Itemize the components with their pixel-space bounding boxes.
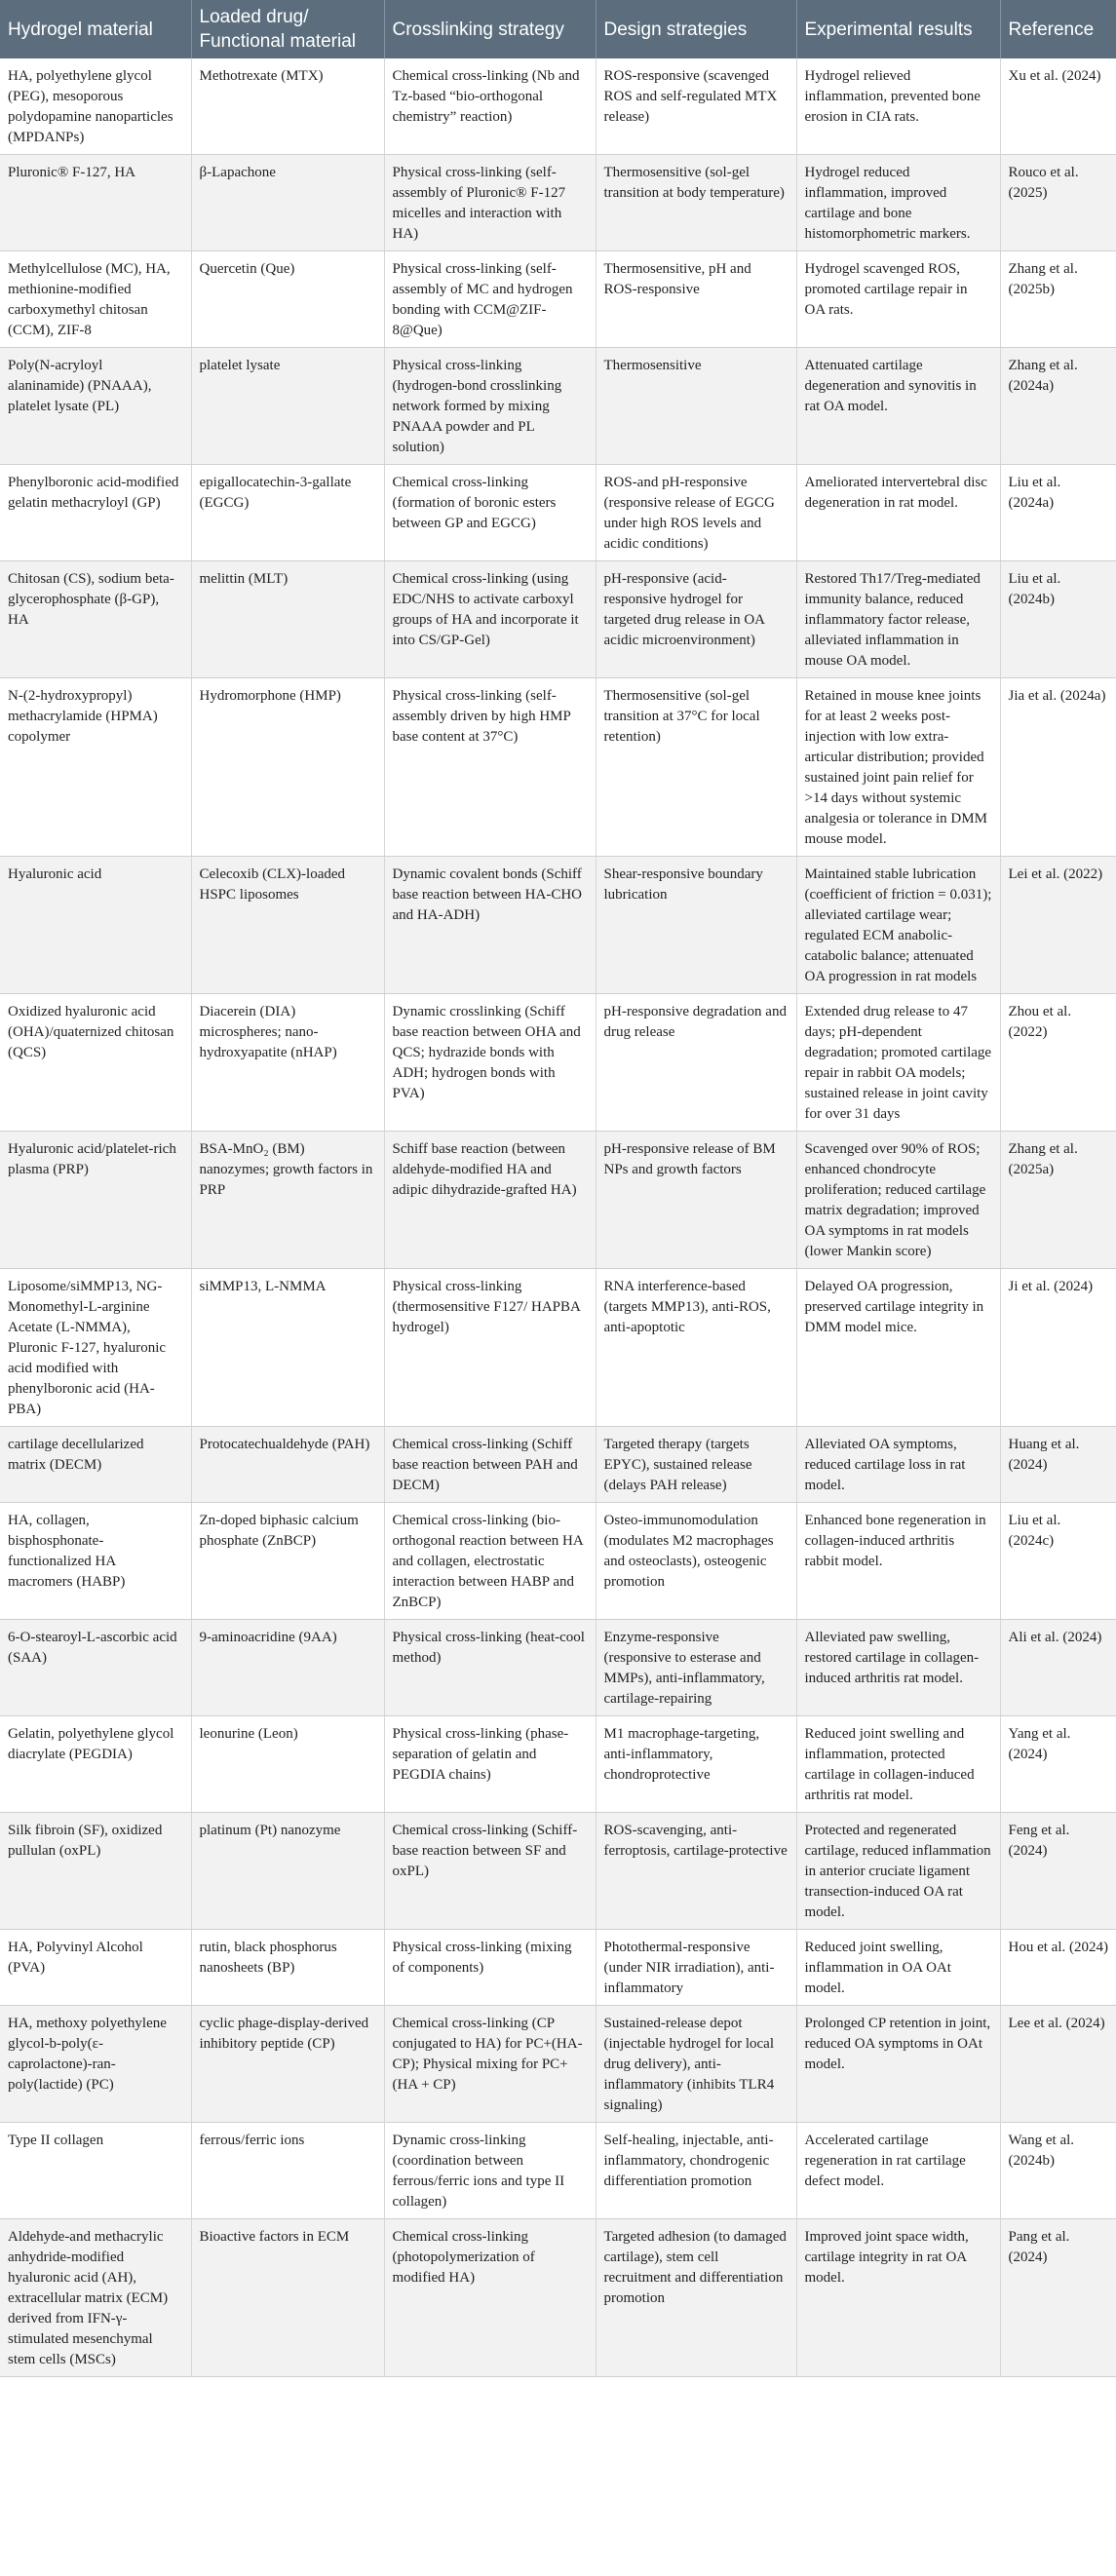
table-row xyxy=(0,1620,1116,1716)
cell-hydrogel-material: Hyaluronic acid/platelet-rich plasma (PRP) xyxy=(0,1132,191,1269)
cell-design-strategies: pH-responsive degradation and drug release xyxy=(596,994,796,1132)
cell-crosslinking-strategy: Physical cross-linking (phase-separation of gelatin and PEGDIA chains) xyxy=(384,1716,596,1813)
cell-design-strategies: Osteo-immunomodulation (modulates M2 macrophages and osteoclasts), osteogenic promotion xyxy=(596,1503,796,1620)
cell-reference: Wang et al. (2024b) xyxy=(1000,2123,1116,2219)
cell-reference: Liu et al. (2024b) xyxy=(1000,561,1116,678)
cell-crosslinking-strategy: Chemical cross-linking (using EDC/NHS to activate carboxyl groups of HA and incorporate it into CS/GP-Gel) xyxy=(384,561,596,678)
table-row xyxy=(0,561,1116,678)
cell-hydrogel-material: Oxidized hyaluronic acid (OHA)/quaternized chitosan (QCS) xyxy=(0,994,191,1132)
cell-design-strategies: Enzyme-responsive (responsive to esterase and MMPs), anti-inflammatory, cartilage-repairing xyxy=(596,1620,796,1716)
cell-loaded-drug: Celecoxib (CLX)-loaded HSPC liposomes xyxy=(191,857,384,994)
cell-reference: Zhang et al. (2024a) xyxy=(1000,348,1116,465)
cell-reference: Ali et al. (2024) xyxy=(1000,1620,1116,1716)
table-row xyxy=(0,155,1116,251)
cell-reference: Hou et al. (2024) xyxy=(1000,1930,1116,2006)
cell-reference: Ji et al. (2024) xyxy=(1000,1269,1116,1427)
cell-loaded-drug: Bioactive factors in ECM xyxy=(191,2219,384,2377)
cell-hydrogel-material: Type II collagen xyxy=(0,2123,191,2219)
cell-crosslinking-strategy: Physical cross-linking (self-assembly of MC and hydrogen bonding with CCM@ZIF-8@Que) xyxy=(384,251,596,348)
cell-design-strategies: Targeted adhesion (to damaged cartilage), stem cell recruitment and differentiation promotion xyxy=(596,2219,796,2377)
cell-loaded-drug: epigallocatechin-3-gallate (EGCG) xyxy=(191,465,384,561)
cell-design-strategies: ROS-scavenging, anti-ferroptosis, cartilage-protective xyxy=(596,1813,796,1930)
header-reference: Reference xyxy=(1008,19,1095,40)
table-row xyxy=(0,1269,1116,1427)
cell-design-strategies: RNA interference-based (targets MMP13), anti-ROS, anti-apoptotic xyxy=(596,1269,796,1427)
cell-hydrogel-material: N-(2-hydroxypropyl) methacrylamide (HPMA) copolymer xyxy=(0,678,191,857)
table-row xyxy=(0,348,1116,465)
cell-loaded-drug: BSA-MnO₂ (BM) nanozymes; growth factors in PRP xyxy=(191,1132,384,1269)
cell-crosslinking-strategy: Chemical cross-linking (Nb and Tz-based “bio-orthogonal chemistry” reaction) xyxy=(384,58,596,155)
cell-design-strategies: Shear-responsive boundary lubrication xyxy=(596,857,796,994)
table-header-row xyxy=(0,0,1116,58)
cell-loaded-drug: β-Lapachone xyxy=(191,155,384,251)
cell-design-strategies: Thermosensitive xyxy=(596,348,796,465)
cell-loaded-drug: rutin, black phosphorus nanosheets (BP) xyxy=(191,1930,384,2006)
cell-design-strategies: Thermosensitive (sol-gel transition at body temperature) xyxy=(596,155,796,251)
cell-hydrogel-material: Liposome/siMMP13, NG-Monomethyl-L-arginine Acetate (L-NMMA), Pluronic F-127, hyaluronic acid modified with phenylboronic acid (HA-PBA) xyxy=(0,1269,191,1427)
cell-design-strategies: Thermosensitive, pH and ROS-responsive xyxy=(596,251,796,348)
table-row xyxy=(0,58,1116,155)
cell-loaded-drug: leonurine (Leon) xyxy=(191,1716,384,1813)
cell-crosslinking-strategy: Dynamic crosslinking (Schiff base reaction between OHA and QCS; hydrazide bonds with ADH; hydrogen bonds with PVA) xyxy=(384,994,596,1132)
cell-loaded-drug: ferrous/ferric ions xyxy=(191,2123,384,2219)
table-row xyxy=(0,2123,1116,2219)
cell-reference: Feng et al. (2024) xyxy=(1000,1813,1116,1930)
cell-crosslinking-strategy: Physical cross-linking (self-assembly driven by high HMP base content at 37°C) xyxy=(384,678,596,857)
cell-design-strategies: Thermosensitive (sol-gel transition at 37°C for local retention) xyxy=(596,678,796,857)
table-row xyxy=(0,994,1116,1132)
cell-crosslinking-strategy: Physical cross-linking (heat-cool method) xyxy=(384,1620,596,1716)
cell-experimental-results: Prolonged CP retention in joint, reduced OA symptoms in OAt model. xyxy=(796,2006,1000,2123)
table-row xyxy=(0,465,1116,561)
cell-design-strategies: Targeted therapy (targets EPYC), sustained release (delays PAH release) xyxy=(596,1427,796,1503)
cell-crosslinking-strategy: Chemical cross-linking (CP conjugated to HA) for PC+(HA-CP); Physical mixing for PC+(HA + CP) xyxy=(384,2006,596,2123)
cell-experimental-results: Restored Th17/Treg-mediated immunity balance, reduced inflammatory factor release, alleviated inflammation in mouse OA model. xyxy=(796,561,1000,678)
header-loaded-drug: Loaded drug/ Functional material xyxy=(191,0,384,58)
cell-hydrogel-material: Silk fibroin (SF), oxidized pullulan (oxPL) xyxy=(0,1813,191,1930)
cell-hydrogel-material: Chitosan (CS), sodium beta-glycerophosphate (β-GP), HA xyxy=(0,561,191,678)
cell-loaded-drug: Quercetin (Que) xyxy=(191,251,384,348)
cell-experimental-results: Hydrogel relieved inflammation, prevented bone erosion in CIA rats. xyxy=(796,58,1000,155)
cell-experimental-results: Delayed OA progression, preserved cartilage integrity in DMM model mice. xyxy=(796,1269,1000,1427)
cell-design-strategies: ROS-and pH-responsive (responsive release of EGCG under high ROS levels and acidic conditions) xyxy=(596,465,796,561)
cell-experimental-results: Enhanced bone regeneration in collagen-induced arthritis rabbit model. xyxy=(796,1503,1000,1620)
cell-reference: Xu et al. (2024) xyxy=(1000,58,1116,155)
cell-design-strategies: Self-healing, injectable, anti-inflammatory, chondrogenic differentiation promotion xyxy=(596,2123,796,2219)
cell-loaded-drug: 9-aminoacridine (9AA) xyxy=(191,1620,384,1716)
cell-experimental-results: Hydrogel reduced inflammation, improved cartilage and bone histomorphometric markers. xyxy=(796,155,1000,251)
cell-crosslinking-strategy: Physical cross-linking (thermosensitive F127/ HAPBA hydrogel) xyxy=(384,1269,596,1427)
cell-hydrogel-material: 6-O-stearoyl-L-ascorbic acid (SAA) xyxy=(0,1620,191,1716)
table-row xyxy=(0,2219,1116,2377)
cell-design-strategies: pH-responsive release of BM NPs and growth factors xyxy=(596,1132,796,1269)
header-experimental-results: Experimental results xyxy=(796,0,1000,58)
cell-experimental-results: Ameliorated intervertebral disc degeneration in rat model. xyxy=(796,465,1000,561)
cell-reference: Liu et al. (2024c) xyxy=(1000,1503,1116,1620)
cell-hydrogel-material: Poly(N-acryloyl alaninamide) (PNAAA), platelet lysate (PL) xyxy=(0,348,191,465)
cell-loaded-drug: Hydromorphone (HMP) xyxy=(191,678,384,857)
cell-experimental-results: Hydrogel scavenged ROS, promoted cartilage repair in OA rats. xyxy=(796,251,1000,348)
cell-crosslinking-strategy: Physical cross-linking (self-assembly of Pluronic® F-127 micelles and interaction with HA) xyxy=(384,155,596,251)
cell-design-strategies: ROS-responsive (scavenged ROS and self-regulated MTX release) xyxy=(596,58,796,155)
table-row xyxy=(0,1813,1116,1930)
cell-experimental-results: Improved joint space width, cartilage integrity in rat OA model. xyxy=(796,2219,1000,2377)
table-row xyxy=(0,2006,1116,2123)
table-row xyxy=(0,1716,1116,1813)
cell-experimental-results: Maintained stable lubrication (coefficient of friction = 0.031); alleviated cartilage wear; regulated ECM anabolic-catabolic balance; attenuated OA progression in rat models xyxy=(796,857,1000,994)
cell-hydrogel-material: Hyaluronic acid xyxy=(0,857,191,994)
cell-loaded-drug: platelet lysate xyxy=(191,348,384,465)
table-row xyxy=(0,1930,1116,2006)
cell-crosslinking-strategy: Schiff base reaction (between aldehyde-modified HA and adipic dihydrazide-grafted HA) xyxy=(384,1132,596,1269)
header-hydrogel-material: Hydrogel material xyxy=(0,0,191,58)
table-row xyxy=(0,1132,1116,1269)
table-row xyxy=(0,251,1116,348)
cell-experimental-results: Accelerated cartilage regeneration in rat cartilage defect model. xyxy=(796,2123,1000,2219)
cell-experimental-results: Scavenged over 90% of ROS; enhanced chondrocyte proliferation; reduced cartilage matrix degradation; improved OA symptoms in rat models (lower Mankin score) xyxy=(796,1132,1000,1269)
table-row xyxy=(0,1427,1116,1503)
cell-experimental-results: Retained in mouse knee joints for at least 2 weeks post-injection with low extra-articular distribution; provided sustained joint pain relief for >14 days without systemic analgesia or tolerance in DMM mouse model. xyxy=(796,678,1000,857)
cell-experimental-results: Protected and regenerated cartilage, reduced inflammation in anterior cruciate ligament transection-induced OA rat model. xyxy=(796,1813,1000,1930)
cell-crosslinking-strategy: Chemical cross-linking (bio-orthogonal reaction between HA and collagen, electrostatic interaction between HABP and ZnBCP) xyxy=(384,1503,596,1620)
cell-experimental-results: Alleviated paw swelling, restored cartilage in collagen-induced arthritis rat model. xyxy=(796,1620,1000,1716)
cell-design-strategies: pH-responsive (acid-responsive hydrogel for targeted drug release in OA acidic microenvironment) xyxy=(596,561,796,678)
cell-experimental-results: Extended drug release to 47 days; pH-dependent degradation; promoted cartilage repair in rabbit OA models; sustained release in joint cavity for over 31 days xyxy=(796,994,1000,1132)
cell-loaded-drug: siMMP13, L-NMMA xyxy=(191,1269,384,1427)
cell-reference: Rouco et al. (2025) xyxy=(1000,155,1116,251)
cell-loaded-drug: Diacerein (DIA) microspheres; nano-hydroxyapatite (nHAP) xyxy=(191,994,384,1132)
cell-reference: Zhou et al. (2022) xyxy=(1000,994,1116,1132)
cell-loaded-drug: melittin (MLT) xyxy=(191,561,384,678)
cell-reference: Lee et al. (2024) xyxy=(1000,2006,1116,2123)
cell-design-strategies: M1 macrophage-targeting, anti-inflammatory, chondroprotective xyxy=(596,1716,796,1813)
cell-experimental-results: Attenuated cartilage degeneration and synovitis in rat OA model. xyxy=(796,348,1000,465)
cell-crosslinking-strategy: Chemical cross-linking (formation of boronic esters between GP and EGCG) xyxy=(384,465,596,561)
cell-hydrogel-material: Gelatin, polyethylene glycol diacrylate (PEGDIA) xyxy=(0,1716,191,1813)
cell-hydrogel-material: HA, collagen, bisphosphonate-functionalized HA macromers (HABP) xyxy=(0,1503,191,1620)
cell-hydrogel-material: Phenylboronic acid-modified gelatin methacryloyl (GP) xyxy=(0,465,191,561)
cell-crosslinking-strategy: Physical cross-linking (mixing of components) xyxy=(384,1930,596,2006)
cell-reference: Huang et al. (2024) xyxy=(1000,1427,1116,1503)
cell-crosslinking-strategy: Chemical cross-linking (photopolymerization of modified HA) xyxy=(384,2219,596,2377)
cell-hydrogel-material: Pluronic® F-127, HA xyxy=(0,155,191,251)
cell-loaded-drug: cyclic phage-display-derived inhibitory peptide (CP) xyxy=(191,2006,384,2123)
cell-experimental-results: Reduced joint swelling and inflammation, protected cartilage in collagen-induced arthritis rat model. xyxy=(796,1716,1000,1813)
cell-crosslinking-strategy: Chemical cross-linking (Schiff-base reaction between SF and oxPL) xyxy=(384,1813,596,1930)
cell-crosslinking-strategy: Chemical cross-linking (Schiff base reaction between PAH and DECM) xyxy=(384,1427,596,1503)
cell-reference: Zhang et al. (2025a) xyxy=(1000,1132,1116,1269)
table-row xyxy=(0,857,1116,994)
cell-hydrogel-material: Methylcellulose (MC), HA, methionine-modified carboxymethyl chitosan (CCM), ZIF-8 xyxy=(0,251,191,348)
table-row xyxy=(0,1503,1116,1620)
table-row xyxy=(0,678,1116,857)
cell-hydrogel-material: cartilage decellularized matrix (DECM) xyxy=(0,1427,191,1503)
cell-reference: Liu et al. (2024a) xyxy=(1000,465,1116,561)
cell-hydrogel-material: HA, polyethylene glycol (PEG), mesoporous polydopamine nanoparticles (MPDANPs) xyxy=(0,58,191,155)
cell-experimental-results: Reduced joint swelling, inflammation in OA OAt model. xyxy=(796,1930,1000,2006)
cell-loaded-drug: Zn-doped biphasic calcium phosphate (ZnBCP) xyxy=(191,1503,384,1620)
header-crosslinking-strategy: Crosslinking strategy xyxy=(384,0,596,58)
cell-crosslinking-strategy: Dynamic covalent bonds (Schiff base reaction between HA-CHO and HA-ADH) xyxy=(384,857,596,994)
cell-reference: Lei et al. (2022) xyxy=(1000,857,1116,994)
cell-design-strategies: Photothermal-responsive (under NIR irradiation), anti-inflammatory xyxy=(596,1930,796,2006)
cell-hydrogel-material: HA, methoxy polyethylene glycol-b-poly(ε-caprolactone)-ran-poly(lactide) (PC) xyxy=(0,2006,191,2123)
cell-loaded-drug: Protocatechualdehyde (PAH) xyxy=(191,1427,384,1503)
cell-crosslinking-strategy: Physical cross-linking (hydrogen-bond crosslinking network formed by mixing PNAAA powder and PL solution) xyxy=(384,348,596,465)
header-design-strategies: Design strategies xyxy=(596,0,796,58)
cell-crosslinking-strategy: Dynamic cross-linking (coordination between ferrous/ferric ions and type II collagen) xyxy=(384,2123,596,2219)
cell-experimental-results: Alleviated OA symptoms, reduced cartilage loss in rat model. xyxy=(796,1427,1000,1503)
cell-design-strategies: Sustained-release depot (injectable hydrogel for local drug delivery), anti-inflammatory (inhibits TLR4 signaling) xyxy=(596,2006,796,2123)
cell-reference: Pang et al. (2024) xyxy=(1000,2219,1116,2377)
cell-hydrogel-material: HA, Polyvinyl Alcohol (PVA) xyxy=(0,1930,191,2006)
cell-hydrogel-material: Aldehyde-and methacrylic anhydride-modified hyaluronic acid (AH), extracellular matrix (ECM) derived from IFN-γ-stimulated mesenchymal stem cells (MSCs) xyxy=(0,2219,191,2377)
cell-reference: Yang et al. (2024) xyxy=(1000,1716,1116,1813)
cell-reference: Zhang et al. (2025b) xyxy=(1000,251,1116,348)
cell-loaded-drug: Methotrexate (MTX) xyxy=(191,58,384,155)
cell-reference: Jia et al. (2024a) xyxy=(1000,678,1116,857)
cell-loaded-drug: platinum (Pt) nanozyme xyxy=(191,1813,384,1930)
